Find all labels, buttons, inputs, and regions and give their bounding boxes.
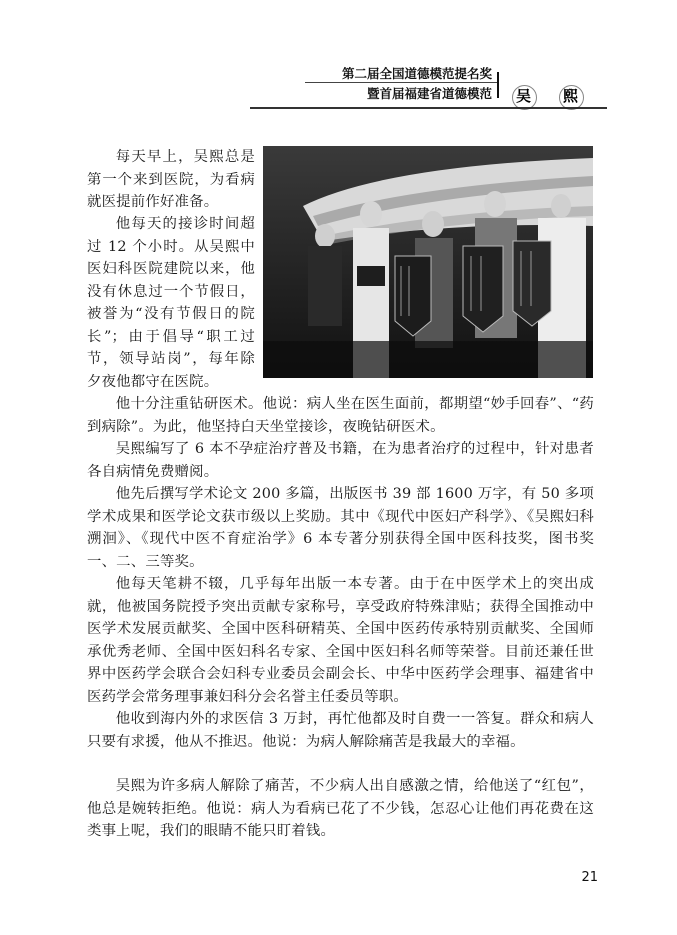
header-name-char-2: 熙 [563, 87, 579, 105]
paragraph-8: 吴熙为许多病人解除了痛苦，不少病人出自感激之情，给他送了“红包”，他总是婉转拒绝。他说：病人为看病已花了不少钱，怎忍心让他们再花费在这类事上呢，我们的眼睛不能只盯着钱。 [87, 778, 594, 839]
paragraph-4: 吴熙编写了 6 本不孕症治疗普及书籍，在为患者治疗的过程中，针对患者各自病情免费赠阅。 [87, 441, 594, 480]
page-number: 21 [581, 870, 598, 885]
paragraph-7: 他收到海内外的求医信 3 万封，再忙他都及时自费一一答复。群众和病人只要有求援，他从不推迟。他说：为病人解除痛苦是我最大的幸福。 [87, 711, 594, 750]
header-rule-bottom [250, 107, 607, 109]
paragraph-5: 他先后撰写学术论文 200 多篇，出版医书 39 部 1600 万字，有 50 多项学术成果和医学论文获市级以上奖励。其中《现代中医妇产科学》、《吴熙妇科溯洄》、《现代中医不育症治学》6 本专著分别获得全国中医科技奖，图书奖一、二、三等奖。 [87, 486, 594, 570]
header-name-char-1: 吴 [516, 87, 532, 105]
series-title-line1: 第二届全国道德模范提名奖 [341, 66, 492, 81]
header-rule-top [305, 82, 498, 83]
paragraph-1: 每天早上，吴熙总是第一个来到医院，为看病就医提前作好准备。 [87, 149, 255, 210]
paragraph-2: 他每天的接诊时间超过 12 个小时。从吴熙中医妇科医院建院以来，他没有休息过一个节假日，被誉为“没有节假日的院长”；由于倡导“职工过节，领导站岗”，每年除夕夜他都守在医院。 [87, 216, 255, 390]
award-ceremony-photo [263, 146, 593, 378]
series-title-line2: 暨首届福建省道德模范 [366, 86, 492, 101]
header-divider [497, 72, 499, 98]
paragraph-6: 他每天笔耕不辍，几乎每年出版一本专著。由于在中医学术上的突出成就，他被国务院授予突出贡献专家称号，享受政府特殊津贴；获得全国推动中医学术发展贡献奖、全国中医科研精英、全国中医药传承特别贡献奖、全国师承优秀老师、全国中医妇科名专家、全国中医妇科名师等荣誉。目前还兼任世界中医药学会联合会妇科专业委员会副会长、中华中医药学会理事、福建省中医药学会常务理事兼妇科分会名誉主任委员等职。 [87, 576, 594, 705]
paragraph-3: 他十分注重钻研医术。他说：病人坐在医生面前，都期望“妙手回春”、“药到病除”。为此，他坚持白天坐堂接诊，夜晚钻研医术。 [87, 396, 594, 435]
